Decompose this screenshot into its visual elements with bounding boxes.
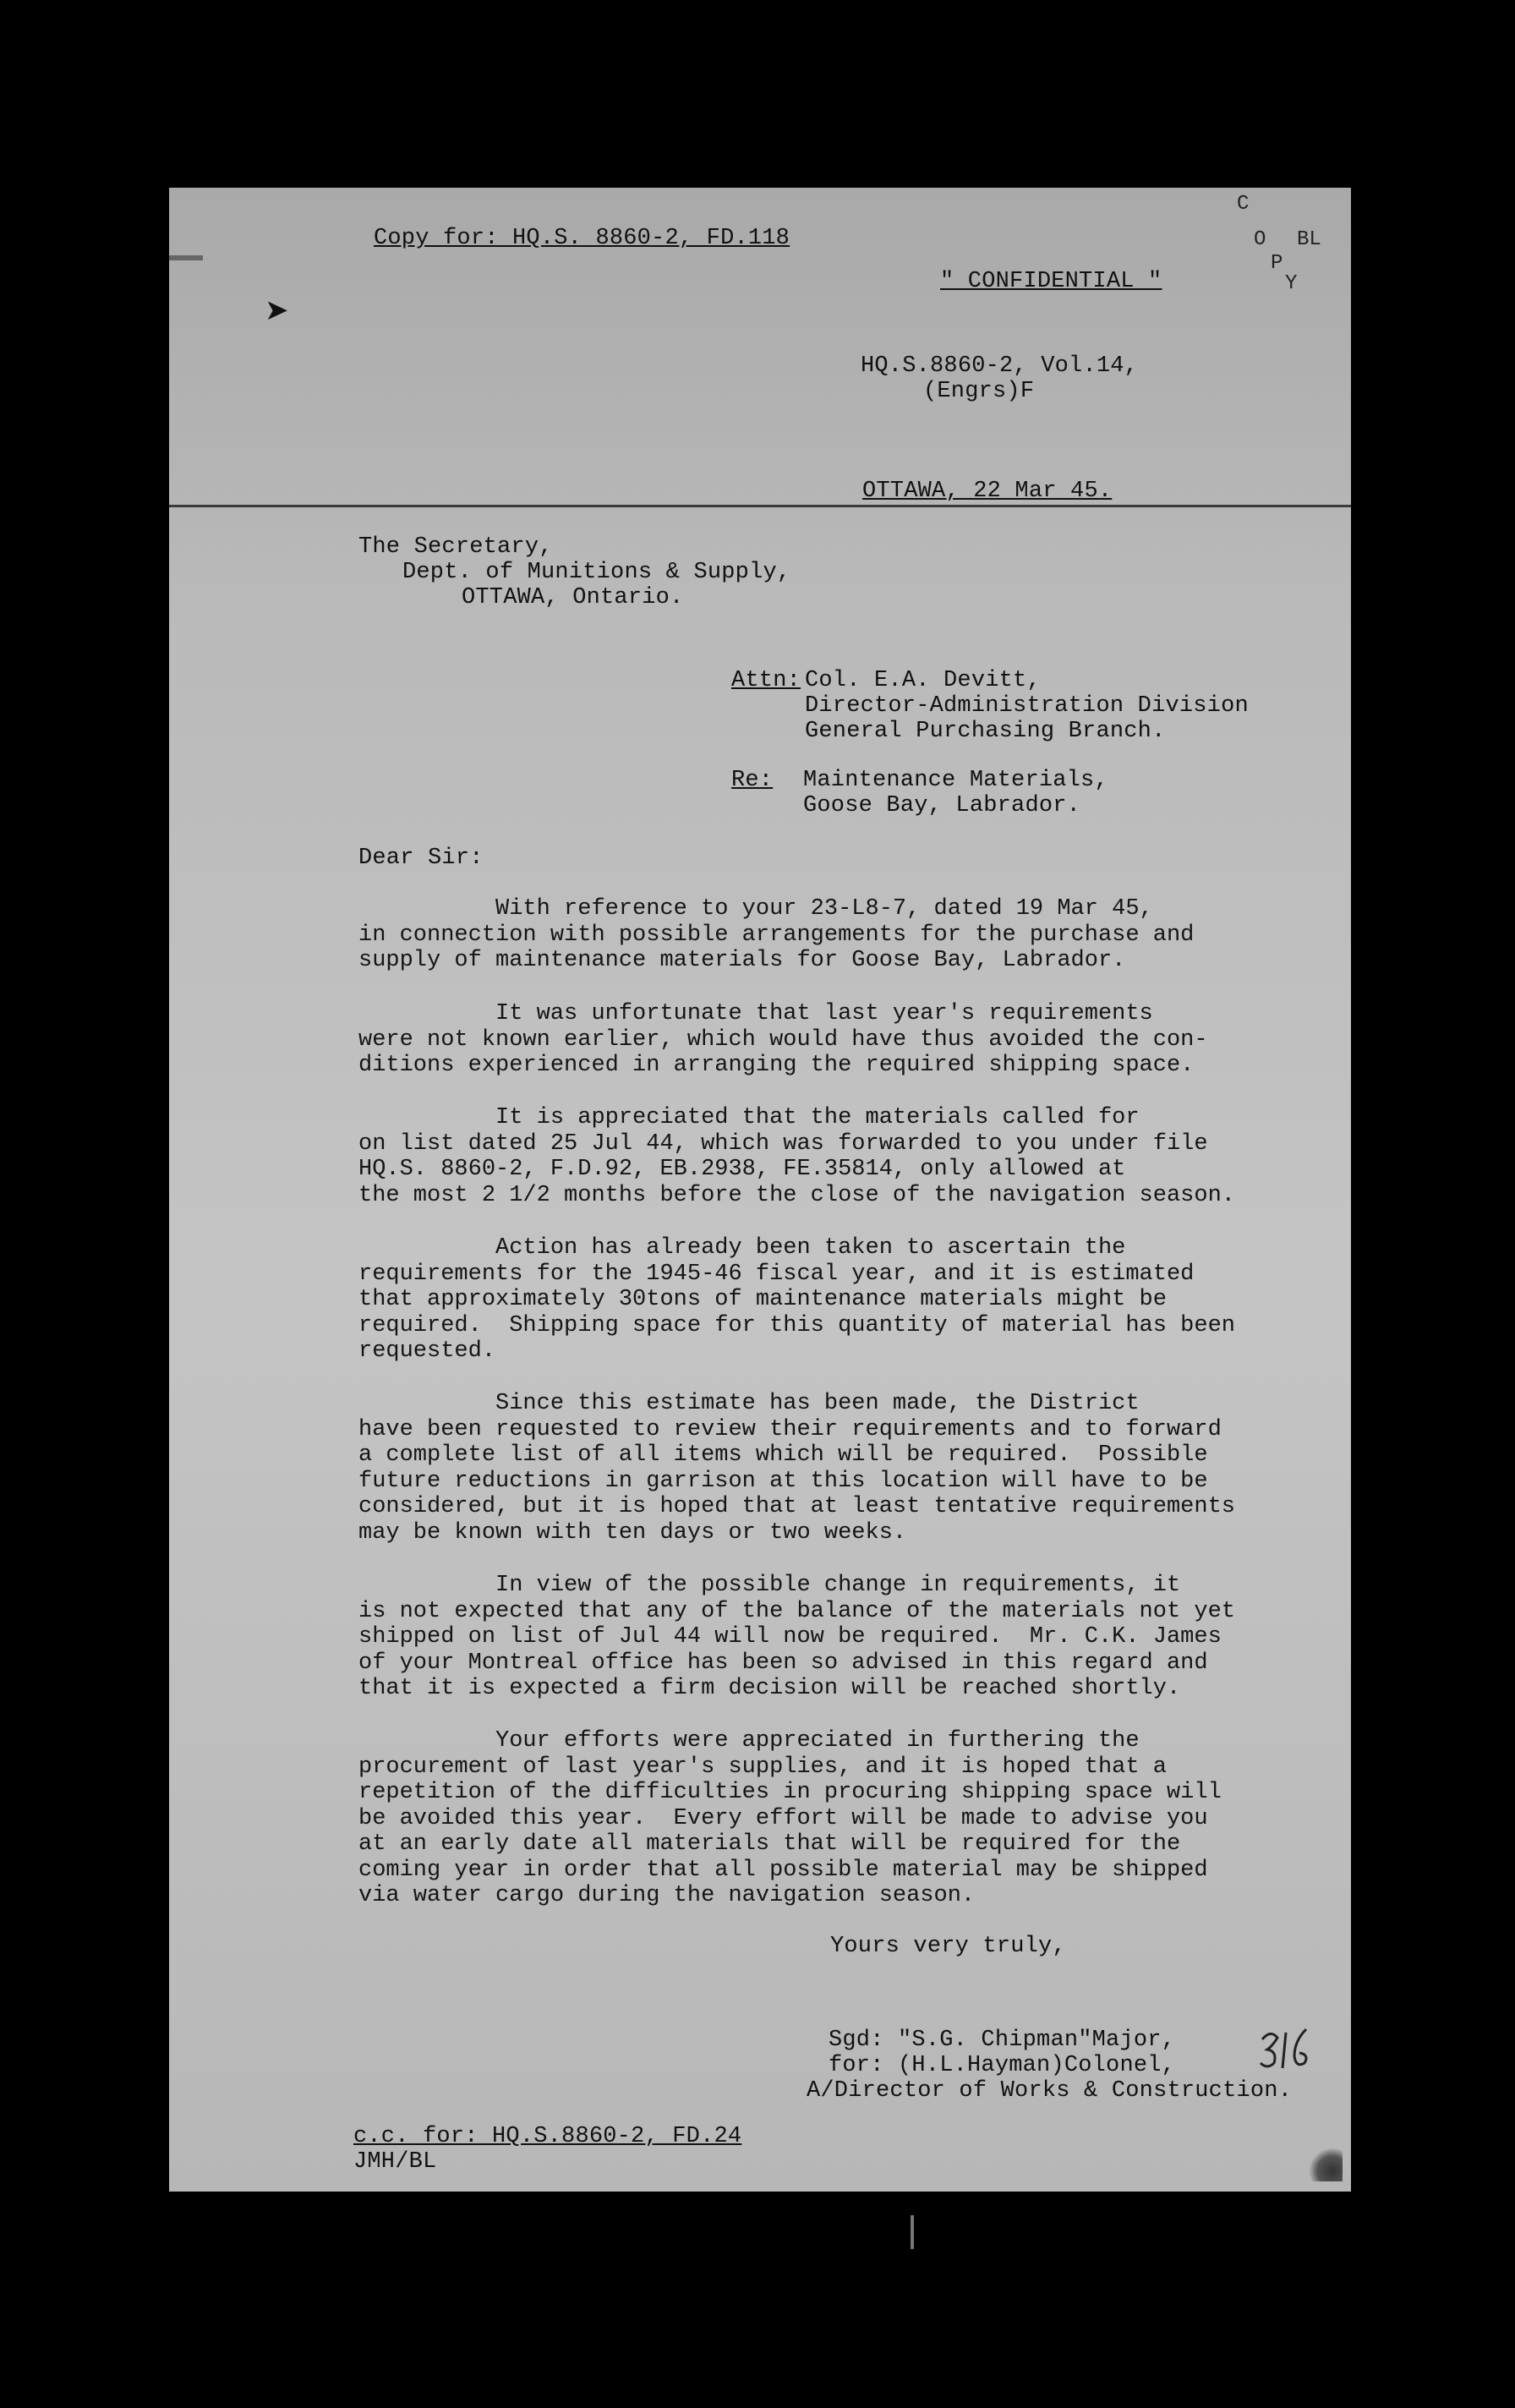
attn-label: Attn:	[731, 668, 801, 693]
handwritten-annotation	[1255, 2021, 1315, 2080]
file-reference-line2: (Engrs)F	[923, 379, 1035, 404]
attn-line2: Director-Administration Division	[805, 693, 1249, 719]
body-paragraph-6: In view of the possible change in requirements, it is not expected that any of the balance of the materials not yet shipped on list of Jul 44 will now be required. Mr. C.K. James of your Montreal office has been so advised in this regard and that it is expected a firm decision will be reached shortly.	[358, 1573, 1235, 1701]
copy-stamp-c: C	[1237, 193, 1250, 216]
copy-for-line: Copy for: HQ.S. 8860-2, FD.118	[374, 226, 790, 251]
recipient-line2: Dept. of Munitions & Supply,	[402, 560, 791, 585]
carbon-copy-line: c.c. for: HQ.S.8860-2, FD.24	[353, 2124, 742, 2149]
re-line2: Goose Bay, Labrador.	[803, 793, 1081, 818]
copy-stamp-p: P	[1271, 252, 1283, 275]
document-page	[169, 188, 1351, 2192]
confidential-text: " CONFIDENTIAL "	[940, 269, 1162, 294]
signature-line1: Sgd: "S.G. Chipman"Major,	[829, 2028, 1176, 2053]
typist-initials: JMH/BL	[353, 2149, 437, 2175]
signature-line2: for: (H.L.Hayman)Colonel,	[829, 2053, 1176, 2078]
body-paragraph-1: With reference to your 23-L8-7, dated 19 Mar 45, in connection with possible arrangements for the purchase and supply of maintenance materials for Goose Bay, Labrador.	[358, 896, 1195, 973]
re-label: Re:	[731, 768, 774, 793]
recipient-line3: OTTAWA, Ontario.	[462, 585, 684, 610]
recipient-line1: The Secretary,	[358, 534, 553, 560]
file-reference-line1: HQ.S.8860-2, Vol.14,	[861, 353, 1139, 379]
salutation: Dear Sir:	[358, 846, 484, 871]
place-date: OTTAWA, 22 Mar 45.	[862, 479, 1113, 504]
fold-line	[169, 505, 1351, 507]
body-paragraph-3: It is appreciated that the materials called for on list dated 25 Jul 44, which was forwarded to you under file HQ.S. 8860-2, F.D.92, EB.2938, FE.35814, only allowed at the most 2 1/2 months before the close of the navigation season.	[358, 1105, 1235, 1208]
page-corner-damage	[1309, 2148, 1343, 2181]
copy-stamp-o: O	[1254, 228, 1266, 251]
copy-stamp-y: Y	[1285, 272, 1298, 295]
body-paragraph-2: It was unfortunate that last year's requirements were not known earlier, which would have thus avoided the con- ditions experienced in arranging the required shipping space.	[358, 1001, 1208, 1078]
re-line1: Maintenance Materials,	[803, 768, 1108, 793]
signature-line3: A/Director of Works & Construction.	[807, 2078, 1293, 2104]
film-scratch	[911, 2215, 914, 2249]
confidential-marking	[940, 269, 1162, 294]
attn-line1: Col. E.A. Devitt,	[805, 668, 1041, 693]
body-paragraph-5: Since this estimate has been made, the District have been requested to review their requirements and to forward a complete list of all items which will be required. Possible future reductions in garrison at this location will have to be considered, but it is hoped that at least tentative requirements may be known with ten days or two weeks.	[358, 1391, 1235, 1546]
body-paragraph-7: Your efforts were appreciated in furthering the procurement of last year's supplies, and it is hoped that a repetition of the difficulties in procuring shipping space will be avoided this year. Every effort will be made to advise you at an early date all materials that will be required for the coming year in order that all possible material may be shipped via water cargo during the navigation season.	[358, 1728, 1222, 1908]
copy-stamp-bl: BL	[1297, 228, 1321, 251]
body-paragraph-4: Action has already been taken to ascertain the requirements for the 1945-46 fiscal year, and it is estimated that approximately 30tons of maintenance materials might be required. Shipping space for this quantity of material has been requested.	[358, 1235, 1235, 1364]
page-edge-mark	[169, 255, 203, 260]
closing: Yours very truly,	[830, 1934, 1066, 1959]
attn-line3: General Purchasing Branch.	[805, 719, 1166, 744]
arrow-mark-icon: ➤	[265, 293, 289, 327]
